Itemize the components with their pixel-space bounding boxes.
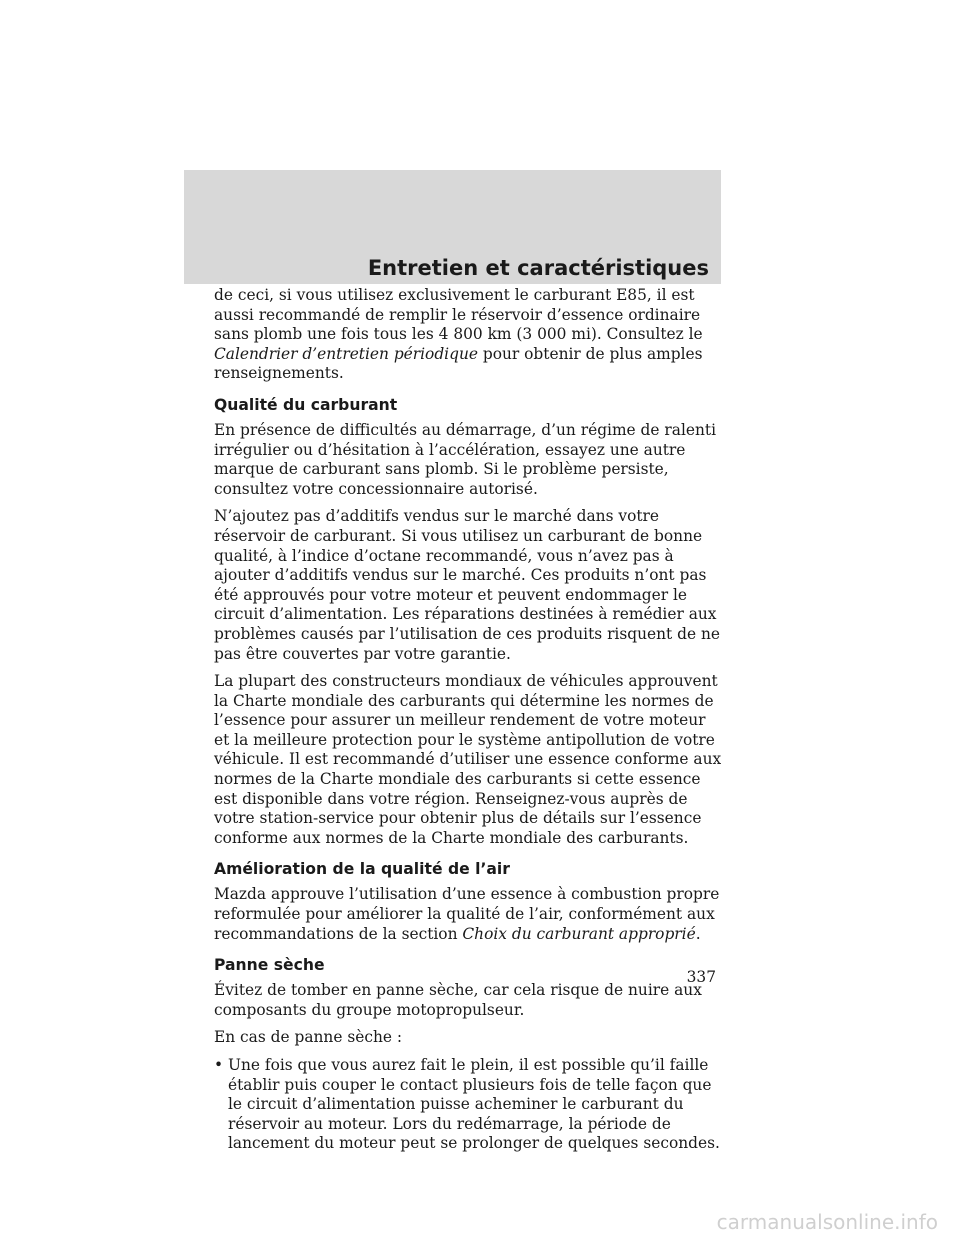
list-item-text: Une fois que vous aurez fait le plein, il est possible qu’il faille établir puis couper le contact plusieurs fois de telle façon que le circuit d’alimentation puisse acheminer le carburant du réservoir au moteur. Lors du redémarrage, la période de lancement du moteur peut se prolonger de quelques secondes. [228,1056,720,1153]
section-header-band [184,170,721,284]
section-title: Entretien et caractéristiques [367,256,709,280]
paragraph-running-out-intro: En cas de panne sèche : [214,1028,403,1047]
list-item [214,1056,724,1154]
paragraph-air-quality [214,885,724,944]
bullet-icon: • [214,1056,224,1074]
heading-fuel-quality: Qualité du carburant [214,395,398,414]
paragraph-e85 [214,286,724,384]
page-number: 337 [686,968,716,986]
paragraph-running-out: Évitez de tomber en panne sèche, car cela risque de nuire aux composants du groupe motopropulseur. [214,981,702,1019]
watermark: carmanualsonline.info [716,1210,938,1234]
paragraph-text: de ceci, si vous utilisez exclusivement le carburant E85, il est aussi recommandé de remplir le réservoir d’essence ordinaire sans plomb une fois tous les 4 800 km (3 000 mi). Consultez le [214,286,703,344]
heading-running-out: Panne sèche [214,956,325,975]
paragraph-fuel-quality: En présence de difficultés au démarrage, d’un régime de ralenti irrégulier ou d’hésitation à l’accélération, essayez une autre marque de carburant sans plomb. Si le problème persiste, consultez votre concessionnaire autorisé. [214,420,716,498]
paragraph-text: . [695,924,701,943]
paragraph-additives: N’ajoutez pas d’additifs vendus sur le marché dans votre réservoir de carburant. Si vous utilisez un carburant de bonne qualité, à l’indice d’octane recommandé, vous n’avez pas à ajouter d’additifs vendus sur le marché. Ces produits n’ont pas été approuvés pour votre moteur et peuvent endommager le circuit d’alimentation. Les réparations destinées à remédier aux problèmes causés par l’utilisation de ces produits risquent de ne pas être couvertes par votre garantie. [214,507,720,663]
cross-reference-fuel-choice: Choix du carburant approprié [462,924,696,943]
page-body [214,286,724,1154]
paragraph-fuel-charter: La plupart des constructeurs mondiaux de véhicules approuvent la Charte mondiale des carburants qui détermine les normes de l’essence pour assurer un meilleur rendement de votre moteur et la meilleure protection pour le système antipollution de votre véhicule. Il est recommandé d’utiliser une essence conforme aux normes de la Charte mondiale des carburants si cette essence est disponible dans votre région. Renseignez-vous auprès de votre station-service pour obtenir plus de détails sur l’essence conforme aux normes de la Charte mondiale des carburants. [214,672,722,847]
paragraph-text: Mazda approuve l’utilisation d’une essence à combustion propre reformulée pour améliorer la qualité de l’air, conformément aux recommandations de la section [214,885,720,943]
paragraph-text: pour obtenir de plus amples renseignements. [214,344,703,383]
heading-air-quality: Amélioration de la qualité de l’air [214,860,510,879]
cross-reference-maintenance: Calendrier d’entretien périodique [214,344,478,363]
